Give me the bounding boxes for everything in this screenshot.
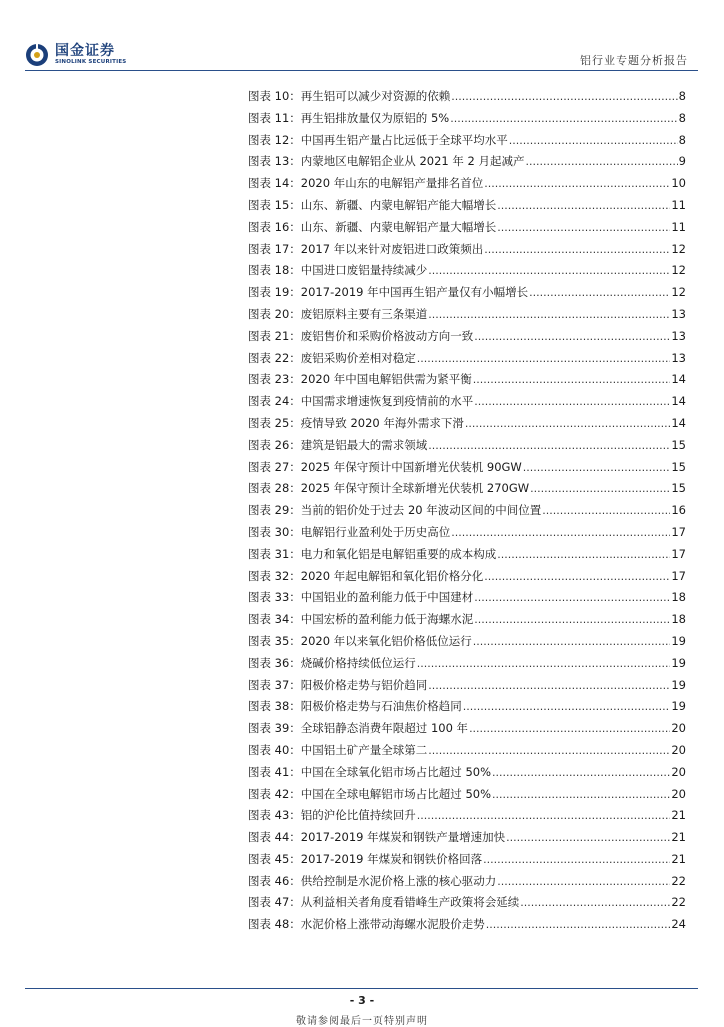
toc-entry-label: 图表 29： xyxy=(248,503,301,518)
toc-entry-page: 8 xyxy=(678,132,686,147)
toc-leader-dots xyxy=(474,394,670,408)
toc-entry-title: 2025 年保守预计中国新增光伏装机 90GW xyxy=(300,459,522,474)
toc-entry[interactable] xyxy=(248,502,686,524)
toc-entry-page: 19 xyxy=(671,655,686,670)
toc-entry-label: 图表 14： xyxy=(248,176,301,191)
toc-entry-title: 供给控制是水泥价格上涨的核心驱动力 xyxy=(300,873,497,888)
toc-entry-title: 阳极价格走势与铝价趋同 xyxy=(300,677,428,692)
toc-entry-page: 17 xyxy=(671,546,686,561)
toc-entry-page: 11 xyxy=(671,197,686,212)
toc-entry-title: 水泥价格上涨带动海螺水泥股价走势 xyxy=(300,917,485,932)
toc-entry-page: 14 xyxy=(671,372,686,387)
toc-leader-dots xyxy=(417,808,671,822)
toc-entry[interactable] xyxy=(248,393,686,415)
toc-entry-label: 图表 42： xyxy=(248,786,301,801)
toc-leader-dots xyxy=(428,678,670,692)
toc-entry-page: 19 xyxy=(671,633,686,648)
header-divider xyxy=(25,70,698,71)
toc-entry-page: 21 xyxy=(671,851,686,866)
logo-chinese-name: 国金证券 xyxy=(55,43,115,60)
toc-entry-label: 图表 30： xyxy=(248,524,301,539)
toc-entry-label: 图表 46： xyxy=(248,873,301,888)
toc-leader-dots xyxy=(465,416,670,430)
toc-leader-dots xyxy=(497,874,670,888)
toc-entry[interactable] xyxy=(248,916,686,938)
toc-entry-label: 图表 41： xyxy=(248,764,301,779)
toc-leader-dots xyxy=(529,285,670,299)
toc-entry-label: 图表 31： xyxy=(248,546,301,561)
toc-entry[interactable] xyxy=(248,568,686,590)
toc-entry-label: 图表 47： xyxy=(248,895,301,910)
toc-entry-label: 图表 38： xyxy=(248,699,301,714)
toc-entry-label: 图表 20： xyxy=(248,306,301,321)
company-logo xyxy=(25,42,126,68)
toc-entry-label: 图表 21： xyxy=(248,328,301,343)
toc-entry-label: 图表 44： xyxy=(248,830,301,845)
toc-entry-title: 废铝售价和采购价格波动方向一致 xyxy=(300,328,474,343)
toc-entry-title: 2020 年山东的电解铝产量排名首位 xyxy=(300,176,484,191)
toc-entry-label: 图表 10： xyxy=(248,89,301,103)
toc-entry-title: 阳极价格走势与石油焦价格趋同 xyxy=(300,699,462,714)
toc-entry-label: 图表 37： xyxy=(248,677,301,692)
toc-entry-title: 废铝采购价差相对稳定 xyxy=(300,350,416,365)
toc-entry[interactable] xyxy=(248,611,686,633)
toc-entry-label: 图表 13： xyxy=(248,154,301,169)
toc-entry-title: 2025 年保守预计全球新增光伏装机 270GW xyxy=(300,481,530,496)
toc-entry-page: 12 xyxy=(671,285,686,300)
toc-leader-dots xyxy=(520,895,670,909)
toc-entry-page: 13 xyxy=(671,306,686,321)
toc-entry[interactable] xyxy=(248,786,686,808)
toc-entry-title: 内蒙地区电解铝企业从 2021 年 2 月起减产 xyxy=(300,154,525,169)
toc-entry[interactable] xyxy=(248,175,686,197)
toc-entry-title: 电解铝行业盈利处于历史高位 xyxy=(300,524,451,539)
toc-entry-page: 16 xyxy=(671,503,686,518)
toc-entry-label: 图表 28： xyxy=(248,481,301,496)
toc-leader-dots xyxy=(428,438,670,452)
toc-entry[interactable] xyxy=(248,851,686,873)
toc-leader-dots xyxy=(484,569,670,583)
page-header xyxy=(0,0,724,80)
toc-entry-page: 20 xyxy=(671,786,686,801)
toc-entry-label: 图表 23： xyxy=(248,372,301,387)
toc-entry-page: 12 xyxy=(671,241,686,256)
toc-leader-dots xyxy=(473,372,671,386)
toc-entry-page: 18 xyxy=(671,612,686,627)
toc-entry[interactable] xyxy=(248,546,686,568)
toc-entry-page: 15 xyxy=(671,481,686,496)
toc-entry[interactable] xyxy=(248,698,686,720)
toc-entry[interactable] xyxy=(248,589,686,611)
toc-entry[interactable] xyxy=(248,655,686,677)
toc-entry-label: 图表 36： xyxy=(248,655,301,670)
toc-leader-dots xyxy=(497,547,670,561)
toc-entry-page: 21 xyxy=(671,808,686,823)
toc-entry[interactable] xyxy=(248,873,686,895)
toc-leader-dots xyxy=(497,220,670,234)
toc-entry-title: 山东、新疆、内蒙电解铝产量大幅增长 xyxy=(300,219,497,234)
toc-entry-page: 19 xyxy=(671,699,686,714)
toc-entry-page: 18 xyxy=(671,590,686,605)
toc-entry-title: 从利益相关者角度看错峰生产政策将会延续 xyxy=(300,895,520,910)
toc-entry-page: 20 xyxy=(671,764,686,779)
toc-entry[interactable] xyxy=(248,328,686,350)
toc-entry-page: 12 xyxy=(671,263,686,278)
toc-entry-title: 中国在全球氧化铝市场占比超过 50% xyxy=(300,764,492,779)
toc-entry-title: 铝的沪伦比值持续回升 xyxy=(300,808,416,823)
toc-entry-title: 山东、新疆、内蒙电解铝产能大幅增长 xyxy=(300,197,497,212)
toc-entry-page: 22 xyxy=(671,873,686,888)
logo-english-name: SINOLINK SECURITIES xyxy=(55,59,127,66)
toc-entry-page: 11 xyxy=(671,219,686,234)
toc-entry-label: 图表 22： xyxy=(248,350,301,365)
toc-entry[interactable] xyxy=(248,807,686,829)
toc-entry-label: 图表 35： xyxy=(248,633,301,648)
toc-entry[interactable] xyxy=(248,524,686,546)
toc-leader-dots xyxy=(542,503,670,517)
toc-leader-dots xyxy=(484,242,670,256)
toc-entry-page: 20 xyxy=(671,721,686,736)
toc-entry-page: 13 xyxy=(671,350,686,365)
toc-entry-page: 21 xyxy=(671,830,686,845)
toc-entry-title: 中国再生铝产量占比远低于全球平均水平 xyxy=(300,132,508,147)
toc-entry-page: 15 xyxy=(671,437,686,452)
toc-leader-dots xyxy=(450,111,677,125)
toc-entry-title: 中国进口废铝量持续减少 xyxy=(300,263,428,278)
toc-entry-page: 8 xyxy=(678,89,686,103)
toc-leader-dots xyxy=(526,154,678,168)
toc-entry-title: 中国需求增速恢复到疫情前的水平 xyxy=(300,394,474,409)
toc-entry-label: 图表 39： xyxy=(248,721,301,736)
toc-entry[interactable] xyxy=(248,677,686,699)
toc-entry[interactable] xyxy=(248,764,686,786)
toc-entry[interactable] xyxy=(248,459,686,481)
toc-entry-title: 烧碱价格持续低位运行 xyxy=(300,655,416,670)
toc-entry[interactable] xyxy=(248,88,686,110)
toc-entry-page: 14 xyxy=(671,394,686,409)
toc-entry-title: 废铝原料主要有三条渠道 xyxy=(300,306,428,321)
toc-entry-label: 图表 48： xyxy=(248,917,301,932)
toc-leader-dots xyxy=(463,699,671,713)
toc-entry[interactable] xyxy=(248,350,686,372)
logo-mark-icon xyxy=(25,43,49,67)
toc-entry-page: 22 xyxy=(671,895,686,910)
toc-entry[interactable] xyxy=(248,197,686,219)
toc-entry[interactable] xyxy=(248,829,686,851)
toc-leader-dots xyxy=(469,721,670,735)
toc-entry-title: 中国铝业的盈利能力低于中国建材 xyxy=(300,590,474,605)
toc-entry-title: 2017-2019 年煤炭和钢铁价格回落 xyxy=(300,851,483,866)
toc-entry-page: 8 xyxy=(678,110,686,125)
toc-leader-dots xyxy=(530,481,670,495)
toc-entry-title: 电力和氧化铝是电解铝重要的成本构成 xyxy=(300,546,497,561)
toc-entry-label: 图表 33： xyxy=(248,590,301,605)
toc-entry-title: 中国宏桥的盈利能力低于海螺水泥 xyxy=(300,612,474,627)
toc-entry[interactable] xyxy=(248,437,686,459)
toc-leader-dots xyxy=(474,612,670,626)
toc-leader-dots xyxy=(506,830,670,844)
toc-entry-label: 图表 25： xyxy=(248,415,301,430)
toc-leader-dots xyxy=(484,176,670,190)
toc-entry-title: 建筑是铝最大的需求领域 xyxy=(300,437,428,452)
toc-leader-dots xyxy=(451,525,670,539)
toc-entry-title: 2017 年以来针对废铝进口政策频出 xyxy=(300,241,484,256)
toc-entry[interactable] xyxy=(248,132,686,154)
toc-entry[interactable] xyxy=(248,720,686,742)
report-type-title: 铝行业专题分析报告 xyxy=(580,54,688,67)
toc-entry-label: 图表 16： xyxy=(248,219,301,234)
toc-leader-dots xyxy=(451,89,677,103)
toc-entry-title: 2017-2019 年煤炭和钢铁产量增速加快 xyxy=(300,830,506,845)
toc-leader-dots xyxy=(483,852,670,866)
toc-entry[interactable] xyxy=(248,371,686,393)
toc-entry-title: 再生铝排放量仅为原铝的 5% xyxy=(300,110,450,125)
toc-entry-page: 19 xyxy=(671,677,686,692)
toc-entry[interactable] xyxy=(248,110,686,132)
toc-entry-title: 2020 年起电解铝和氧化铝价格分化 xyxy=(300,568,484,583)
toc-entry-title: 中国在全球电解铝市场占比超过 50% xyxy=(300,786,492,801)
toc-entry-label: 图表 15： xyxy=(248,197,301,212)
toc-entry-label: 图表 17： xyxy=(248,241,301,256)
toc-entry-page: 9 xyxy=(678,154,686,169)
toc-leader-dots xyxy=(523,460,671,474)
toc-leader-dots xyxy=(417,656,671,670)
toc-entry[interactable] xyxy=(248,742,686,764)
toc-entry-label: 图表 32： xyxy=(248,568,301,583)
toc-entry-page: 10 xyxy=(671,176,686,191)
toc-entry-title: 2020 年以来氧化铝价格低位运行 xyxy=(300,633,472,648)
toc-leader-dots xyxy=(474,590,670,604)
toc-entry-page: 20 xyxy=(671,742,686,757)
toc-entry-label: 图表 43： xyxy=(248,808,301,823)
toc-leader-dots xyxy=(417,351,671,365)
toc-entry[interactable] xyxy=(248,262,686,284)
toc-leader-dots xyxy=(492,765,670,779)
toc-entry[interactable] xyxy=(248,284,686,306)
toc-entry[interactable] xyxy=(248,633,686,655)
toc-leader-dots xyxy=(497,198,670,212)
toc-entry-title: 疫情导致 2020 年海外需求下滑 xyxy=(300,415,464,430)
page-number: - 3 - xyxy=(349,994,375,1007)
toc-entry[interactable] xyxy=(248,415,686,437)
toc-entry-title: 2017-2019 年中国再生铝产量仅有小幅增长 xyxy=(300,285,529,300)
toc-entry[interactable] xyxy=(248,219,686,241)
toc-entry-page: 24 xyxy=(671,917,686,932)
footer-divider xyxy=(25,988,698,989)
toc-entry-title: 全球铝静态消费年限超过 100 年 xyxy=(300,721,469,736)
toc-entry[interactable] xyxy=(248,306,686,328)
toc-entry[interactable] xyxy=(248,480,686,502)
toc-entry-title: 当前的铝价处于过去 20 年波动区间的中间位置 xyxy=(300,503,542,518)
toc-entry-page: 14 xyxy=(671,415,686,430)
toc-entry-label: 图表 34： xyxy=(248,612,301,627)
toc-leader-dots xyxy=(428,263,670,277)
toc-entry-title: 2020 年中国电解铝供需为紧平衡 xyxy=(300,372,472,387)
toc-entry-label: 图表 12： xyxy=(248,132,301,147)
disclaimer-note: 敬请参阅最后一页特别声明 xyxy=(296,1016,428,1027)
toc-entry-label: 图表 19： xyxy=(248,285,301,300)
toc-entry-label: 图表 45： xyxy=(248,851,301,866)
toc-entry-title: 中国铝土矿产量全球第二 xyxy=(300,742,428,757)
figure-index-list xyxy=(248,88,686,938)
toc-entry[interactable] xyxy=(248,894,686,916)
toc-entry-label: 图表 27： xyxy=(248,459,301,474)
toc-entry-title: 再生铝可以减少对资源的依赖 xyxy=(300,89,451,103)
toc-entry-page: 13 xyxy=(671,328,686,343)
toc-entry[interactable] xyxy=(248,153,686,175)
toc-leader-dots xyxy=(492,787,670,801)
toc-entry-page: 17 xyxy=(671,524,686,539)
toc-entry-label: 图表 26： xyxy=(248,437,301,452)
toc-entry-label: 图表 40： xyxy=(248,742,301,757)
toc-leader-dots xyxy=(509,133,678,147)
toc-leader-dots xyxy=(428,307,670,321)
toc-entry[interactable] xyxy=(248,241,686,263)
toc-entry-page: 17 xyxy=(671,568,686,583)
toc-entry-label: 图表 18： xyxy=(248,263,301,278)
toc-leader-dots xyxy=(474,329,670,343)
toc-entry-label: 图表 11： xyxy=(248,110,301,125)
toc-entry-label: 图表 24： xyxy=(248,394,301,409)
toc-entry-page: 15 xyxy=(671,459,686,474)
toc-leader-dots xyxy=(428,743,670,757)
toc-leader-dots xyxy=(473,634,671,648)
toc-leader-dots xyxy=(486,917,671,931)
